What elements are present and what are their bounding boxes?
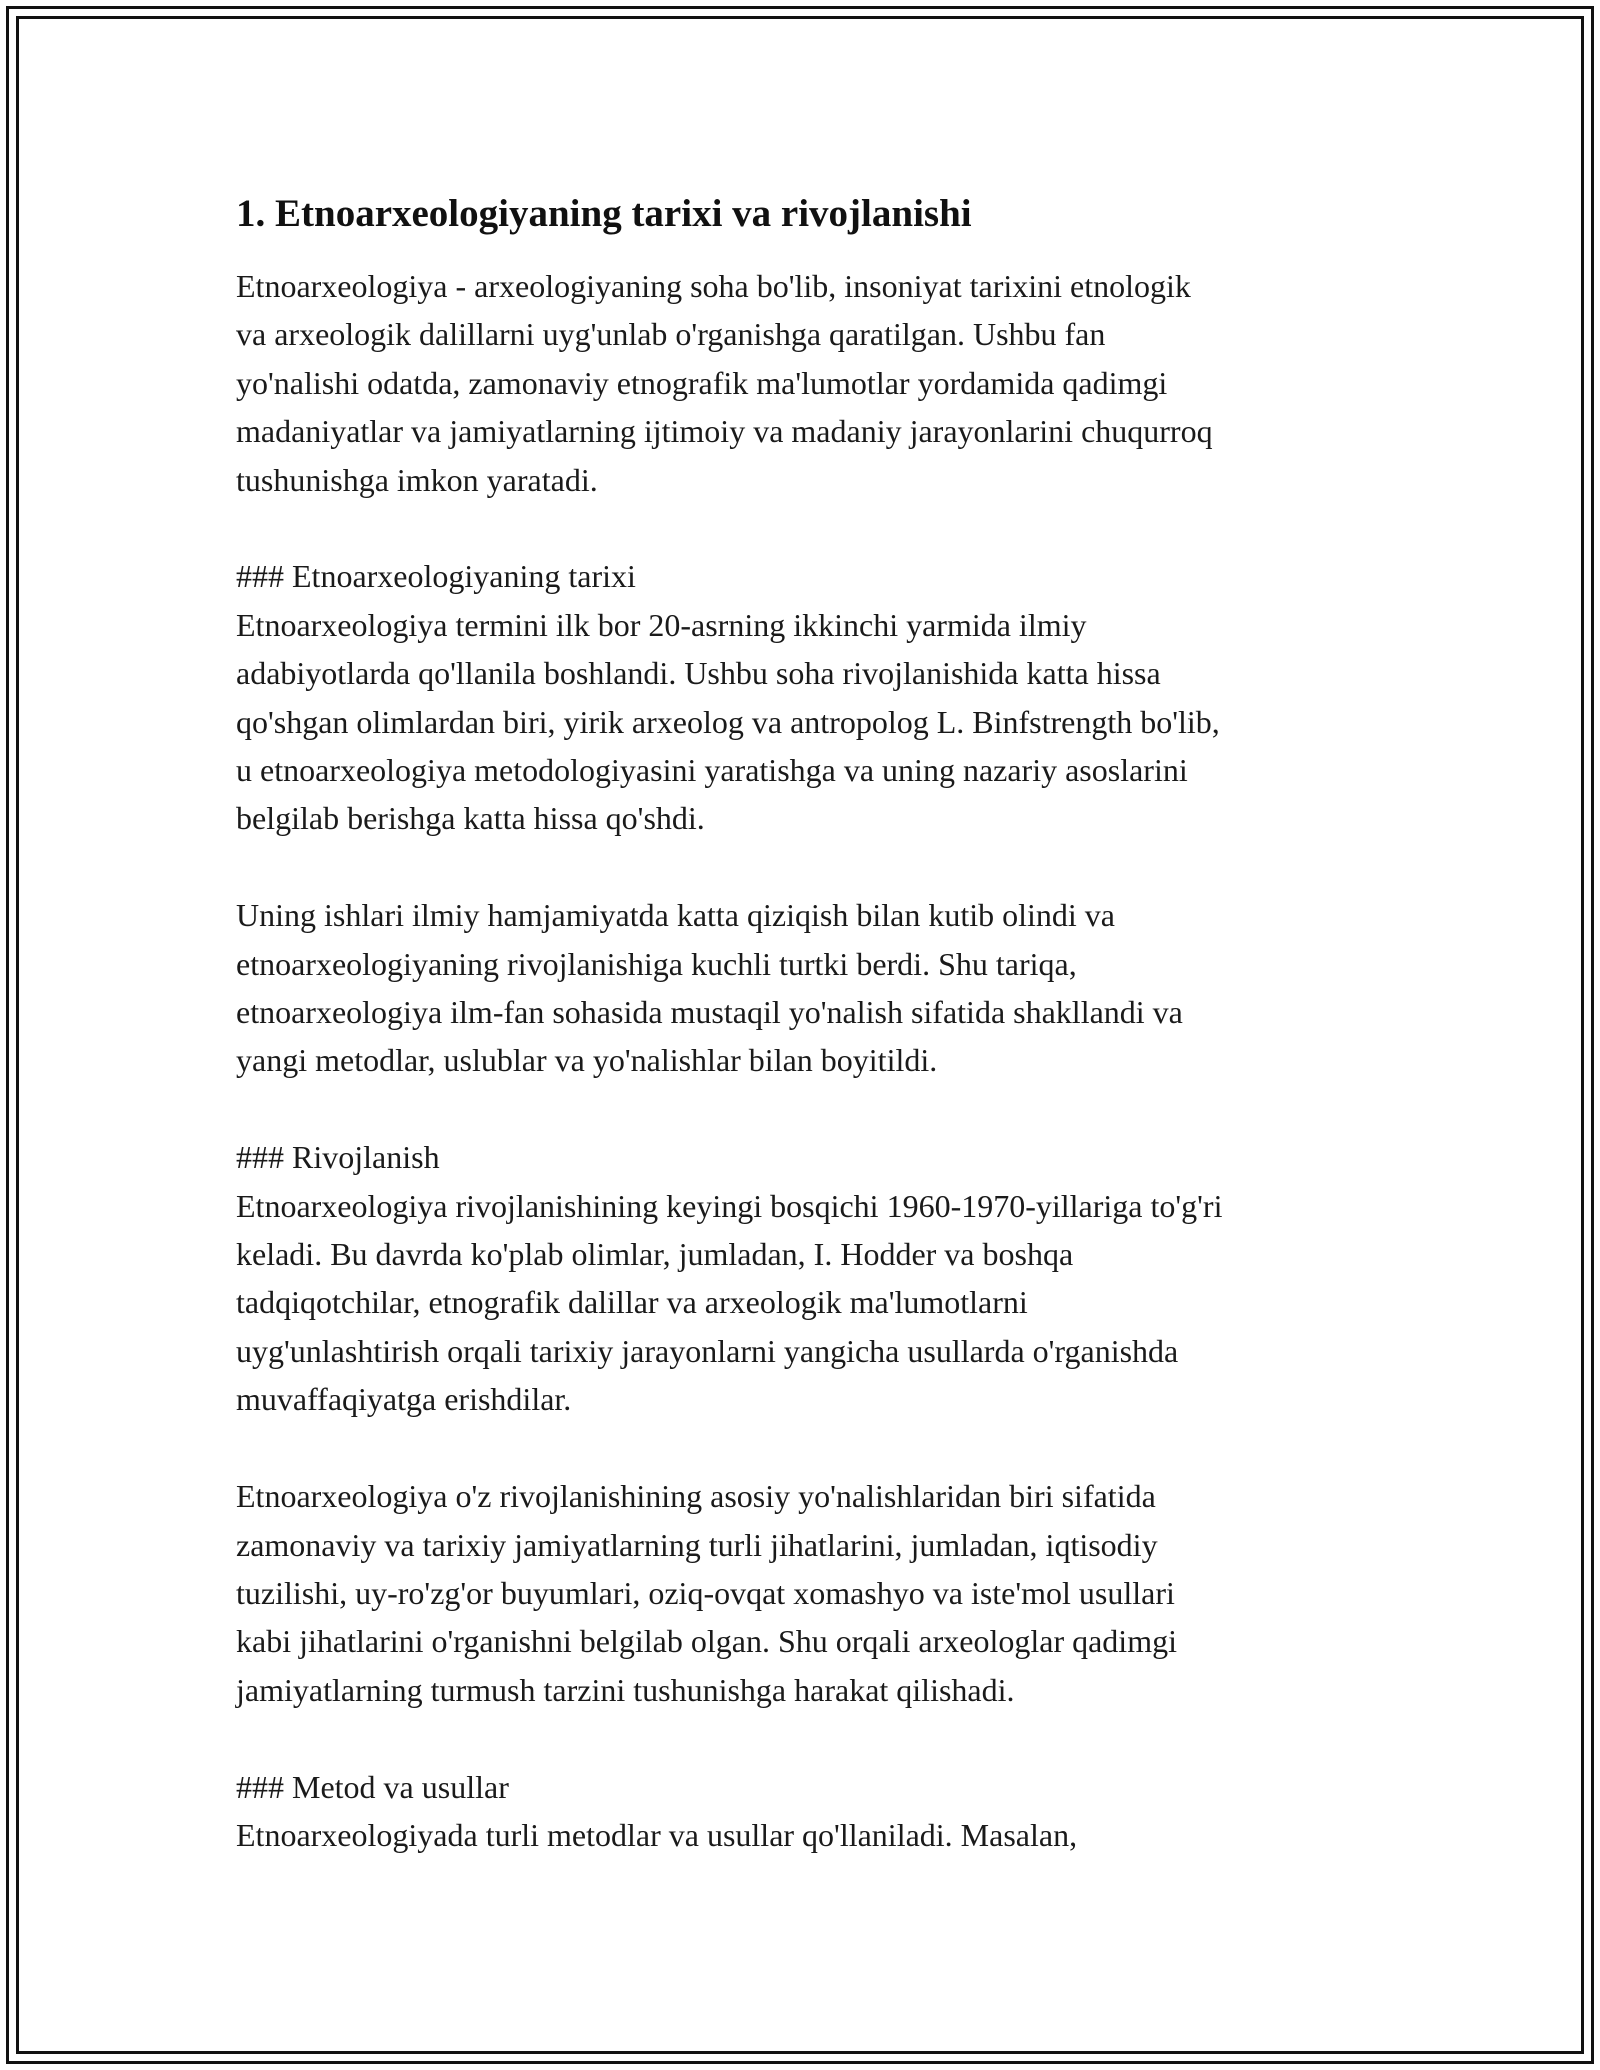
paragraph-gap (236, 843, 1376, 891)
paragraph-gap (236, 1424, 1376, 1472)
document-body (236, 188, 1376, 1859)
paragraph-works: Uning ishlari ilmiy hamjamiyatda katta qiziqish bilan kutib olindi va etnoarxeologiyaning rivojlanishiga kuchli turtki berdi. Shu tariqa, etnoarxeologiya ilm-fan sohasida mustaqil yo'nalish sifatida shakllandi va yangi metodlar, uslublar va yo'nalishlar bilan boyitildi. (236, 897, 1183, 1079)
paragraph-history: ### Etnoarxeologiyaning tarixi Etnoarxeologiya termini ilk bor 20-asrning ikkinchi yarmida ilmiy adabiyotlarda qo'llanila boshlandi. Ushbu soha rivojlanishida katta hissa qo'shgan olimlardan biri, yirik arxeolog va antropolog L. Binfstrength bo'lib, u etnoarxeologiya metodologiyasini yaratishga va uning nazariy asoslarini belgilab berishga katta hissa qo'shdi. (236, 558, 1220, 837)
paragraph-directions: Etnoarxeologiya o'z rivojlanishining asosiy yo'nalishlaridan biri sifatida zamonaviy va tarixiy jamiyatlarning turli jihatlarini, jumladan, iqtisodiy tuzilishi, uy-ro'zg'or buyumlari, oziq-ovqat xomashyo va iste'mol usullari kabi jihatlarini o'rganishni belgilab olgan. Shu orqali arxeologlar qadimgi jamiyatlarning turmush tarzini tushunishga harakat qilishadi. (236, 1478, 1177, 1708)
paragraph-gap (236, 1714, 1376, 1762)
paragraph-methods: ### Metod va usullar Etnoarxeologiyada turli metodlar va usullar qo'llaniladi. Masalan, (236, 1768, 1078, 1853)
paragraph-gap (236, 1085, 1376, 1133)
paragraph-intro: Etnoarxeologiya - arxeologiyaning soha bo'lib, insoniyat tarixini etnologik va arxeologik dalillarni uyg'unlab o'rganishga qaratilgan. Ushbu fan yo'nalishi odatda, zamonaviy etnografik ma'lumotlar yordamida qadimgi madaniyatlar va jamiyatlarning ijtimoiy va madaniy jarayonlarini chuqurroq tushunishga imkon yaratadi. (236, 268, 1213, 498)
paragraph-development: ### Rivojlanish Etnoarxeologiya rivojlanishining keyingi bosqichi 1960-1970-yillariga to'g'ri keladi. Bu davrda ko'plab olimlar, jumladan, I. Hodder va boshqa tadqiqotchilar, etnografik dalillar va arxeologik ma'lumotlarni uyg'unlashtirish orqali tarixiy jarayonlarni yangicha usullarda o'rganishda muvaffaqiyatga erishdilar. (236, 1139, 1223, 1418)
document-title: 1. Etnoarxeologiyaning tarixi va rivojlanishi (236, 192, 972, 235)
paragraph-gap (236, 504, 1376, 552)
